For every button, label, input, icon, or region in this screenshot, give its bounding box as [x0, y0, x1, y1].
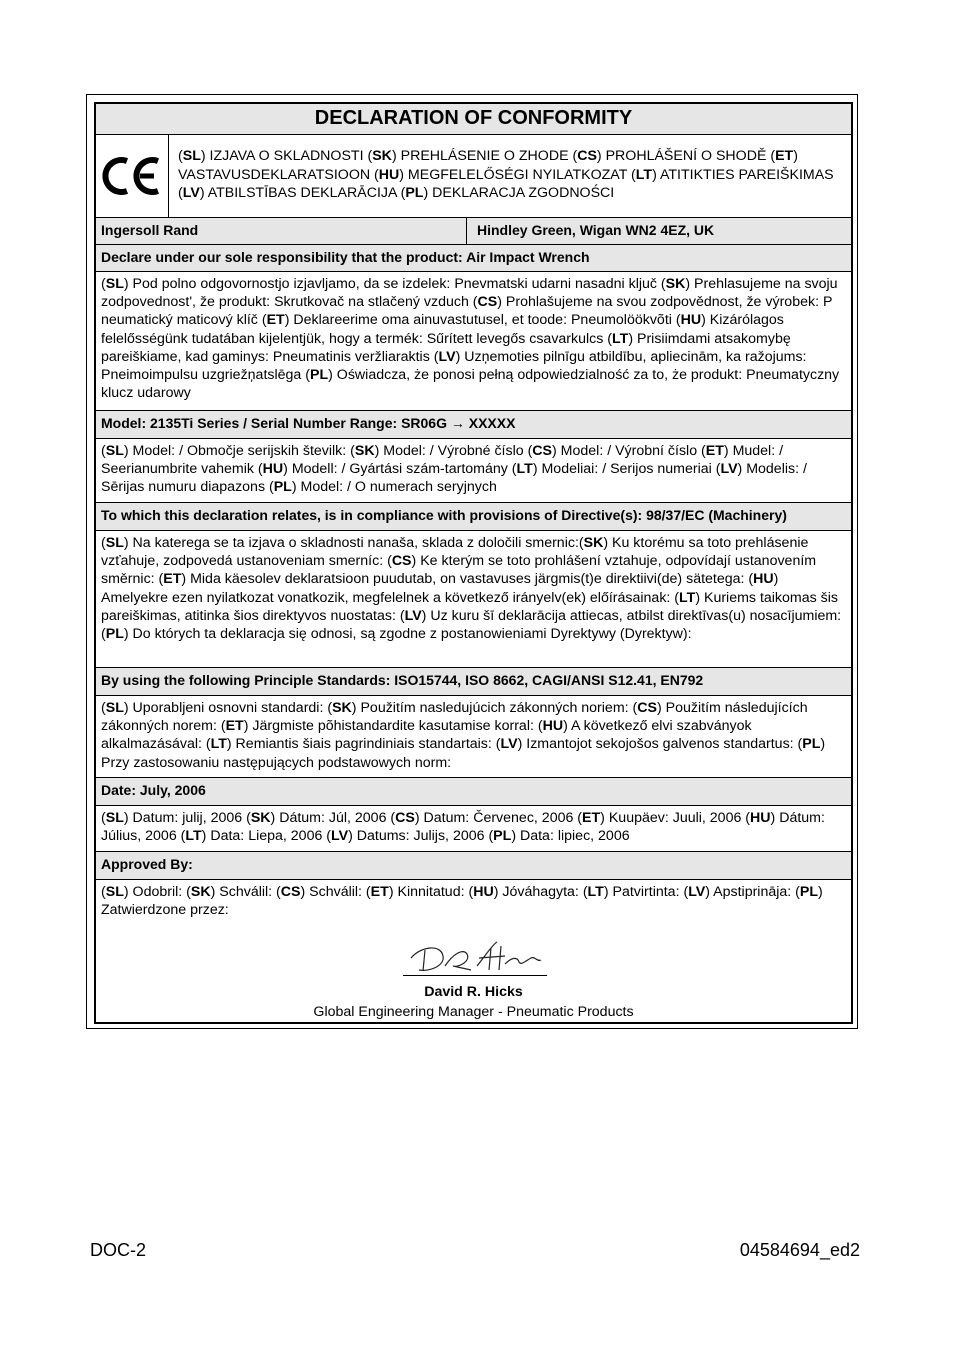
document-title: DECLARATION OF CONFORMITY	[96, 104, 851, 134]
company-address: Hindley Green, Wigan WN2 4EZ, UK	[477, 222, 715, 238]
model-header: Model: 2135Ti Series / Serial Number Range: SR06G → XXXXX	[96, 410, 851, 438]
date-header: Date: July, 2006	[96, 777, 851, 805]
product-translations: (SL) Pod polno odgovornostjo izjavljamo, da se izdelek: Pnevmatski udarni nasadni ključ (SK) Prehlasujeme na svoju zodpovednost', že produkt: Skrutkovač na stlačený vzduch (CS) Prohlašujeme na svou zodpovědnost, že výrobek: P neumatický maticový klíč (ET) Deklareerime oma ainuvastutusel, et toode: Pneumolöökvõti (HU) Kizárólagos felelősségünk tudatában kijelentjük, hogy a termék: Sűrített levegős csavarkulcs (LT) Prisiimdami atsakomybę pareiškiame, kad gaminys: Pneumatinis veržliaraktis (LV) Uzņemoties pilnīgu atbildību, apliecinām, ka ražojums: Pneimoimpulsu uzgriežņatslēga (PL) Oświadcza, że ponosi pełną odpowiedzialność za to, że produkt: Pneumatyczny klucz udarowy	[96, 271, 851, 410]
ce-mark-icon	[96, 135, 168, 217]
directive-translations: (SL) Na katerega se ta izjava o skladnosti nanaša, sklada z določili smernic:(SK) Ku ktorému sa toto prehlásenie vzťahuje, zodpovedá ustanoveniam smerníc: (CS) Ke kterým se toto prohlášení vztahuje, odpovídají ustanovením směrnic: (ET) Mida käesolev deklaratsioon puudutab, on vastavuses järgmis(t)e direktiivi(de) sätetega: (HU) Amelyekre ezen nyilatkozat vonatkozik, megfelelnek a következő irányelv(ek) előírásainak: (LT) Kuriems taikomas šis pareiškimas, atitinka šios direktyvos nuostatas: (LV) Uz kuru šī deklarācija attiecas, atbilst direktīvas(u) nosacījumiem: (PL) Do których ta deklaracja się odnosi, są zgodne z postanowieniami Dyrektywy (Dyrektyw):	[96, 530, 851, 667]
ce-mark-cell	[96, 135, 169, 218]
standards-translations: (SL) Uporabljeni osnovni standardi: (SK) Použitím nasledujúcich zákonných noriem: (CS) Použitím následujících zákonných norem: (ET) Järgmiste põhistandardite kasutamise korral: (HU) A következő elvi szabványok alkalmazásával: (LT) Remiantis šiais pagrindiniais standartais: (LV) Izmantojot sekojošos galvenos standartus: (PL) Przy zastosowaniu następujących podstawowych norm:	[96, 695, 851, 777]
model-translations: (SL) Model: / Območje serijskih številk: (SK) Model: / Výrobné číslo (CS) Model: / Výrobní číslo (ET) Mudel: / Seerianumbrite vahemik (HU) Modell: / Gyártási szám-tartomány (LT) Modeliai: / Serijos numeriai (LV) Modelis: / Sērijas numuru diapazons (PL) Model: / O numerach seryjnych	[96, 438, 851, 502]
approved-translations: (SL) Odobril: (SK) Schválil: (CS) Schválil: (ET) Kinnitatud: (HU) Jóváhagyta: (LT) Patvirtinta: (LV) Apstiprināja: (PL) Zatwierdzone przez:	[96, 879, 851, 939]
ce-translations: (SL) IZJAVA O SKLADNOSTI (SK) PREHLÁSENIE O ZHODE (CS) PROHLÁŠENÍ O SHODĚ (ET) VASTAVUSDEKLARATSIOON (HU) MEGFELELŐSÉGI NYILATKOZAT (LT) ATITIKTIES PAREIŠKIMAS (LV) ATBILSTĪBAS DEKLARĀCIJA (PL) DEKLARACJA ZGODNOŚCI	[178, 148, 834, 201]
ce-row	[96, 134, 851, 217]
company-row	[96, 217, 851, 244]
signature-line	[403, 975, 547, 976]
company-name: Ingersoll Rand	[96, 218, 467, 244]
signatory-title: Global Engineering Manager - Pneumatic Products	[313, 1004, 634, 1020]
date-translations: (SL) Datum: julij, 2006 (SK) Dátum: Júl, 2006 (CS) Datum: Červenec, 2006 (ET) Kuupäev: Juuli, 2006 (HU) Dátum: Július, 2006 (LT) Data: Liepa, 2006 (LV) Datums: Julijs, 2006 (PL) Data: lipiec, 2006	[96, 805, 851, 851]
footer-page-id: DOC-2	[90, 1240, 147, 1260]
signature-icon	[401, 936, 551, 976]
declaration-frame	[94, 102, 853, 1024]
footer-doc-number: 04584694_ed2	[739, 1240, 860, 1260]
standards-header: By using the following Principle Standards: ISO15744, ISO 8662, CAGI/ANSI S12.41, EN792	[96, 667, 851, 695]
approved-header: Approved By:	[96, 851, 851, 879]
signatory-name: David R. Hicks	[424, 984, 523, 1000]
directive-header: To which this declaration relates, is in compliance with provisions of Directive(s): 98/37/EC (Machinery)	[96, 502, 851, 530]
product-header: Declare under our sole responsibility that the product: Air Impact Wrench	[96, 244, 851, 271]
